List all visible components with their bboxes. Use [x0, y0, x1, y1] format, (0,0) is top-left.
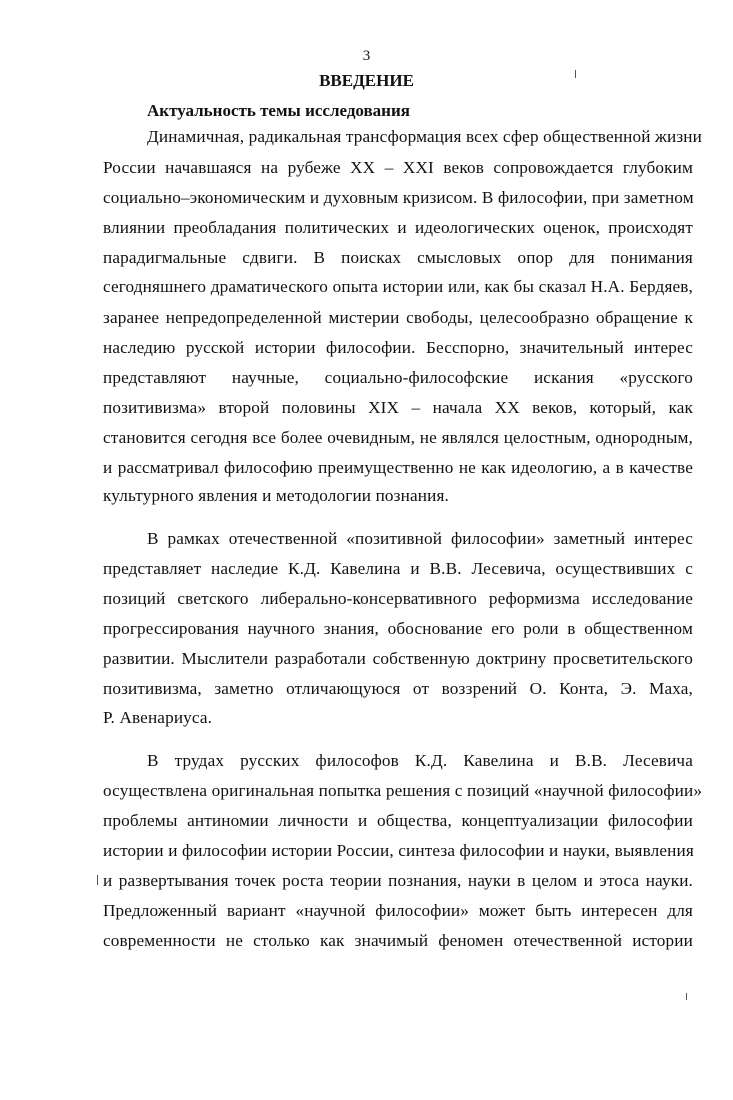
text-line: парадигмальные сдвиги. В поисках смысловых опор для понимания: [103, 248, 693, 267]
text-line: проблемы антиномии личности и общества, концептуализации философии: [103, 811, 693, 830]
text-line: социально–экономическим и духовным кризисом. В философии, при заметном: [103, 188, 694, 207]
text-line: и рассматривал философию преимущественно не как идеологию, а в качестве: [103, 458, 693, 477]
text-line: позитивизма» второй половины XIX – начала XX веков, который, как: [103, 398, 693, 417]
text-line: Р. Авенариуса.: [103, 708, 213, 727]
section-subheading: Актуальность темы исследования: [147, 101, 410, 120]
text-line: представляет наследие К.Д. Кавелина и В.В. Лесевича, осуществивших с: [103, 559, 693, 578]
text-line: заранее непредопределенной мистерии свободы, целесообразно обращение к: [103, 308, 693, 327]
text-line: влиянии преобладания политических и идеологических оценок, происходят: [103, 218, 693, 237]
text-line: представляют научные, социально-философские искания «русского: [103, 368, 693, 387]
text-line: В трудах русских философов К.Д. Кавелина и В.В. Лесевича: [147, 751, 693, 770]
text-line: культурного явления и методологии познания.: [103, 486, 449, 505]
text-line: наследию русской истории философии. Бесспорно, значительный интерес: [103, 338, 693, 357]
text-line: сегодняшнего драматического опыта истории или, как бы сказал Н.А. Бердяев,: [103, 277, 693, 296]
text-line: позиций светского либерально-консервативного реформизма исследование: [103, 589, 693, 608]
scan-mark: [575, 70, 576, 78]
text-line: современности не столько как значимый феномен отечественной истории: [103, 931, 693, 950]
text-line: становится сегодня все более очевидным, не являлся целостным, однородным,: [103, 428, 693, 447]
text-line: развитии. Мыслители разработали собственную доктрину просветительского: [103, 649, 693, 668]
scan-mark: [97, 875, 98, 885]
text-line: Предложенный вариант «научной философии» может быть интересен для: [103, 901, 693, 920]
text-line: и развертывания точек роста теории познания, науки в целом и этоса науки.: [103, 871, 693, 890]
scan-mark: [686, 993, 687, 1000]
page-number: 3: [362, 48, 371, 64]
section-heading: ВВЕДЕНИЕ: [319, 71, 414, 90]
text-line: В рамках отечественной «позитивной философии» заметный интерес: [147, 529, 693, 548]
text-line: прогрессирования научного знания, обоснование его роли в общественном: [103, 619, 693, 638]
text-line: осуществлена оригинальная попытка решения с позиций «научной философии»: [103, 781, 703, 800]
text-line: истории и философии истории России, синтеза философии и науки, выявления: [103, 841, 694, 860]
text-line: позитивизма, заметно отличающуюся от воззрений О. Конта, Э. Маха,: [103, 679, 693, 698]
text-line: России начавшаяся на рубеже XX – XXI веков сопровождается глубоким: [103, 158, 693, 177]
text-line: Динамичная, радикальная трансформация всех сфер общественной жизни: [147, 127, 702, 146]
